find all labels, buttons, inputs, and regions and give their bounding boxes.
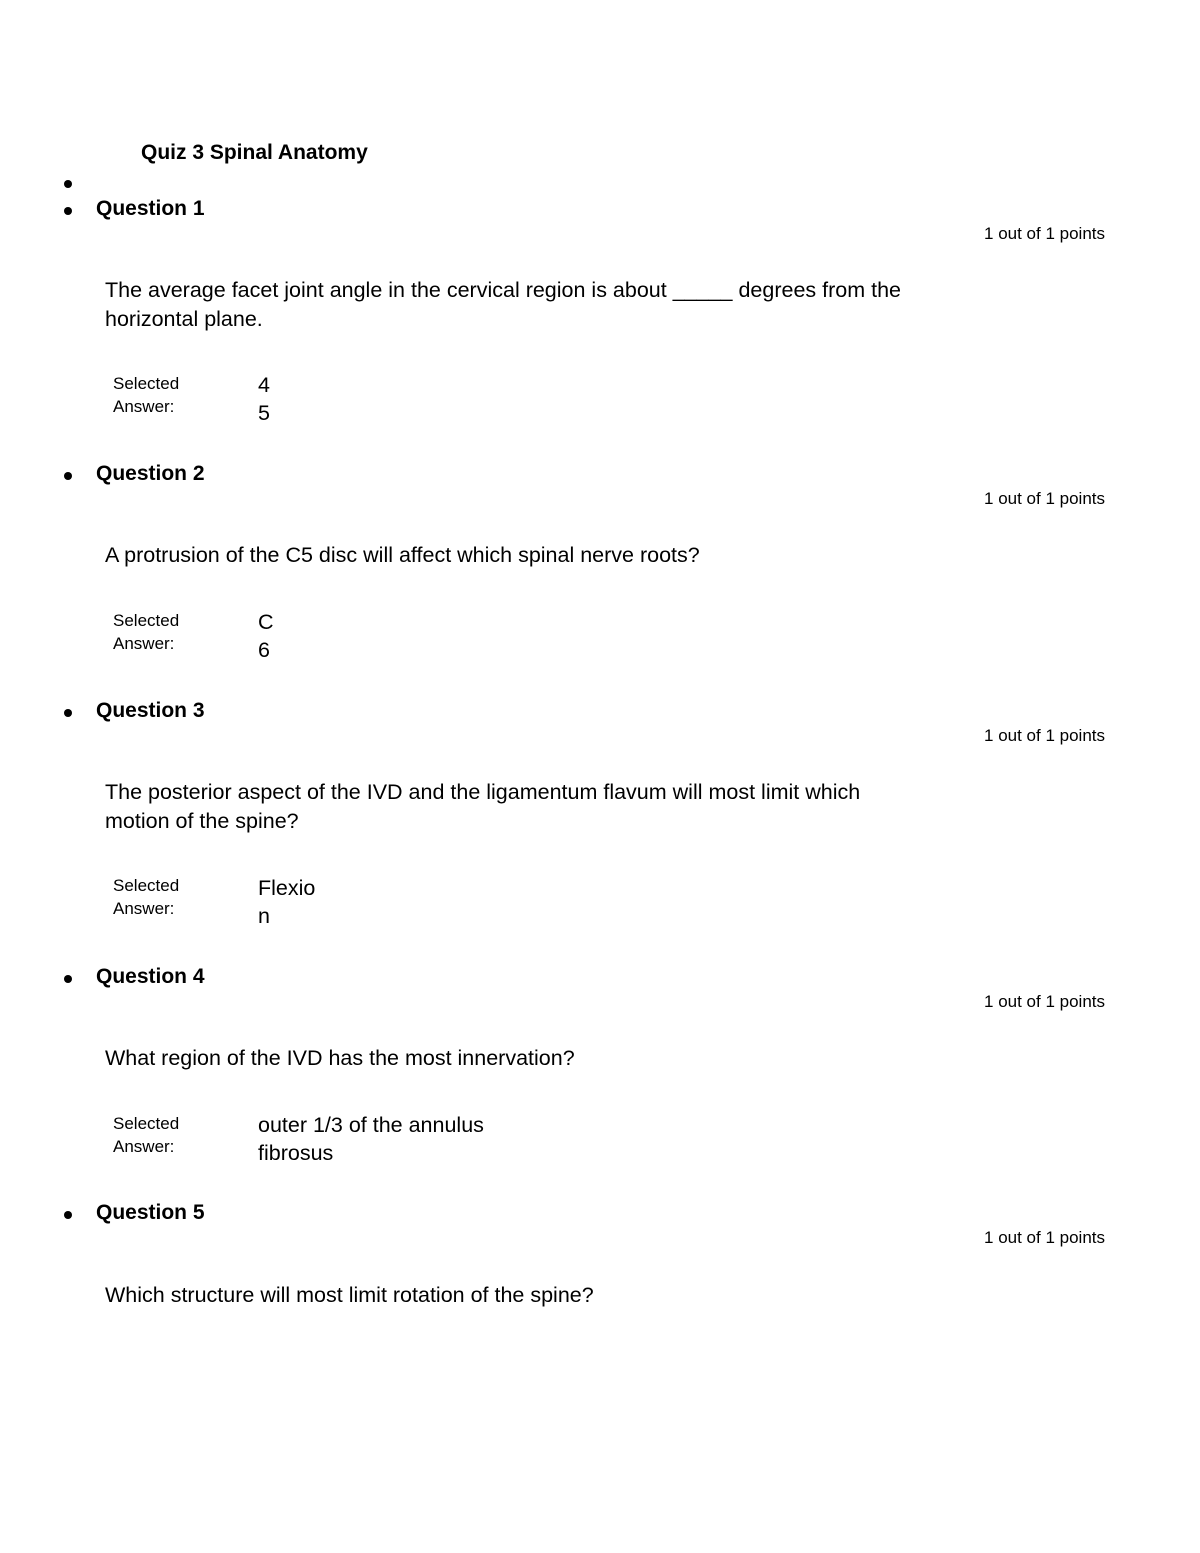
question-3-heading: Question 3 bbox=[96, 699, 205, 722]
answer-line-2: 5 bbox=[258, 401, 270, 425]
answer-line-2: 6 bbox=[258, 638, 270, 662]
question-3-points: 1 out of 1 points bbox=[984, 726, 1105, 745]
answer-line-1: Flexio bbox=[258, 876, 316, 900]
question-1-heading: Question 1 bbox=[96, 197, 205, 220]
question-bullet bbox=[64, 207, 72, 215]
question-4-selected-answer bbox=[258, 1111, 484, 1167]
selected-answer-label bbox=[113, 609, 233, 655]
question-bullet bbox=[64, 1211, 72, 1219]
empty-list-bullet bbox=[64, 180, 72, 188]
selected-answer-label bbox=[113, 1112, 233, 1158]
question-1-points: 1 out of 1 points bbox=[984, 224, 1105, 243]
selected-answer-label bbox=[113, 372, 233, 418]
selected-label-line-2: Answer: bbox=[113, 397, 175, 416]
question-bullet bbox=[64, 975, 72, 983]
answer-line-1: outer 1/3 of the annulus bbox=[258, 1113, 484, 1137]
question-4-text bbox=[105, 1044, 575, 1073]
question-2-text-line-1: A protrusion of the C5 disc will affect which spinal nerve roots? bbox=[105, 543, 700, 567]
answer-line-1: 4 bbox=[258, 373, 270, 397]
question-2-text bbox=[105, 541, 700, 570]
question-1-text-line-1: The average facet joint angle in the cervical region is about _____ degrees from the bbox=[105, 278, 901, 302]
question-3-text bbox=[105, 778, 860, 836]
selected-label-line-2: Answer: bbox=[113, 899, 175, 918]
question-1-text bbox=[105, 276, 901, 334]
question-4-points: 1 out of 1 points bbox=[984, 992, 1105, 1011]
selected-label-line-2: Answer: bbox=[113, 1137, 175, 1156]
question-5-text-line-1: Which structure will most limit rotation of the spine? bbox=[105, 1283, 594, 1307]
selected-label-line-1: Selected bbox=[113, 611, 180, 630]
question-5-heading: Question 5 bbox=[96, 1201, 205, 1224]
question-2-points: 1 out of 1 points bbox=[984, 489, 1105, 508]
selected-label-line-1: Selected bbox=[113, 876, 180, 895]
question-bullet bbox=[64, 709, 72, 717]
question-5-text bbox=[105, 1281, 594, 1310]
question-1-text-line-2: horizontal plane. bbox=[105, 307, 263, 331]
answer-line-2: n bbox=[258, 904, 270, 928]
selected-answer-label bbox=[113, 874, 233, 920]
question-bullet bbox=[64, 472, 72, 480]
question-2-selected-answer bbox=[258, 608, 274, 664]
answer-line-2: fibrosus bbox=[258, 1141, 334, 1165]
question-3-text-line-2: motion of the spine? bbox=[105, 809, 299, 833]
question-4-text-line-1: What region of the IVD has the most innervation? bbox=[105, 1046, 575, 1070]
selected-label-line-1: Selected bbox=[113, 374, 180, 393]
question-5-points: 1 out of 1 points bbox=[984, 1228, 1105, 1247]
question-1-selected-answer bbox=[258, 371, 270, 427]
question-3-text-line-1: The posterior aspect of the IVD and the ligamentum flavum will most limit which bbox=[105, 780, 861, 804]
page-title: Quiz 3 Spinal Anatomy bbox=[141, 141, 368, 164]
selected-label-line-2: Answer: bbox=[113, 634, 175, 653]
question-2-heading: Question 2 bbox=[96, 462, 205, 485]
answer-line-1: C bbox=[258, 610, 274, 634]
selected-label-line-1: Selected bbox=[113, 1114, 180, 1133]
question-3-selected-answer bbox=[258, 874, 315, 930]
question-4-heading: Question 4 bbox=[96, 965, 205, 988]
